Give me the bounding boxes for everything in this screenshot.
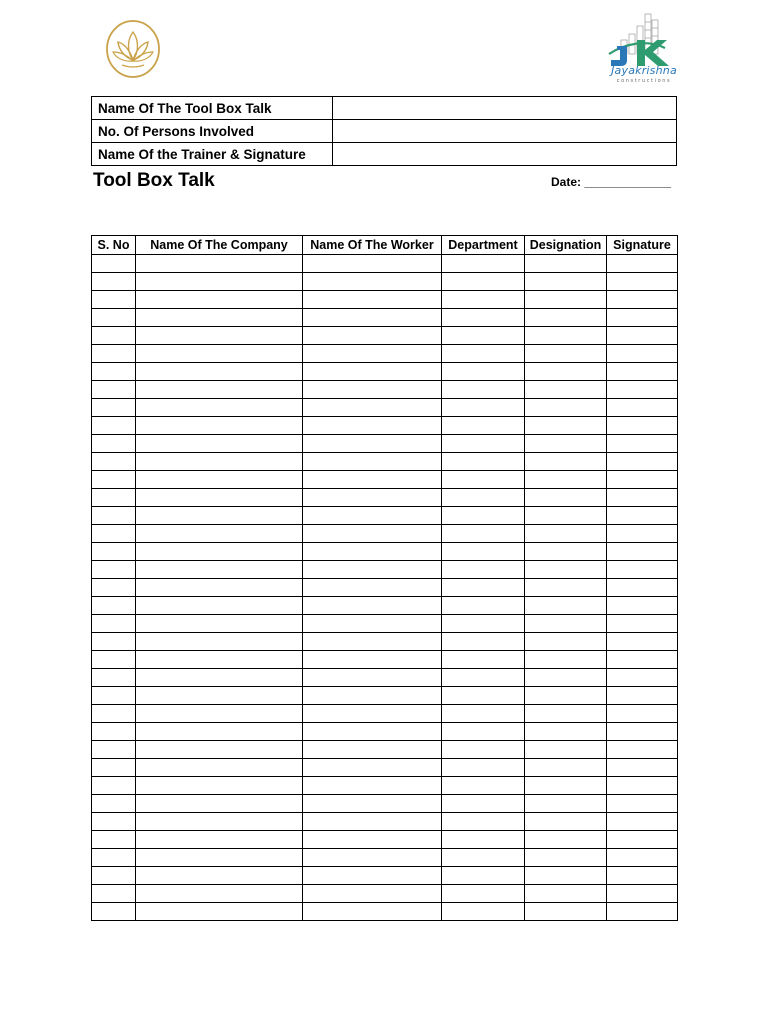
cell-designation[interactable] [525,615,607,633]
cell-designation[interactable] [525,255,607,273]
cell-sno[interactable] [92,597,136,615]
cell-worker[interactable] [303,381,442,399]
cell-worker[interactable] [303,741,442,759]
cell-designation[interactable] [525,327,607,345]
cell-sno[interactable] [92,759,136,777]
table-row [92,849,678,867]
cell-sno[interactable] [92,273,136,291]
table-row [92,723,678,741]
cell-department[interactable] [442,723,525,741]
cell-designation[interactable] [525,345,607,363]
info-value-persons[interactable] [333,120,677,143]
table-row [92,363,678,381]
cell-worker[interactable] [303,363,442,381]
cell-worker[interactable] [303,867,442,885]
brand-name: Jayakrishna [611,64,677,77]
cell-signature[interactable] [607,831,678,849]
cell-worker[interactable] [303,705,442,723]
cell-company[interactable] [136,867,303,885]
cell-worker[interactable] [303,597,442,615]
table-row [92,309,678,327]
cell-worker[interactable] [303,399,442,417]
cell-signature[interactable] [607,615,678,633]
cell-department[interactable] [442,453,525,471]
page-title: Tool Box Talk [93,170,215,191]
cell-company[interactable] [136,723,303,741]
info-value-trainer[interactable] [333,143,677,166]
cell-department[interactable] [442,885,525,903]
cell-sno[interactable] [92,705,136,723]
cell-company[interactable] [136,705,303,723]
cell-designation[interactable] [525,435,607,453]
cell-department[interactable] [442,273,525,291]
cell-sno[interactable] [92,417,136,435]
attendance-table [91,235,678,921]
table-row [92,867,678,885]
cell-department[interactable] [442,795,525,813]
table-row [92,471,678,489]
cell-sno[interactable] [92,363,136,381]
cell-department[interactable] [442,813,525,831]
cell-department[interactable] [442,759,525,777]
cell-sno[interactable] [92,381,136,399]
cell-worker[interactable] [303,579,442,597]
cell-signature[interactable] [607,687,678,705]
cell-signature[interactable] [607,813,678,831]
column-header-designation: Designation [525,236,607,255]
cell-designation[interactable] [525,669,607,687]
lotus-logo [104,18,162,80]
cell-designation[interactable] [525,381,607,399]
cell-worker[interactable] [303,507,442,525]
cell-designation[interactable] [525,831,607,849]
table-row [92,327,678,345]
table-row [92,903,678,921]
cell-designation[interactable] [525,885,607,903]
cell-signature[interactable] [607,777,678,795]
table-row [92,705,678,723]
cell-designation[interactable] [525,741,607,759]
cell-worker[interactable] [303,651,442,669]
cell-signature[interactable] [607,597,678,615]
cell-worker[interactable] [303,273,442,291]
table-row [92,255,678,273]
cell-company[interactable] [136,525,303,543]
table-row [92,273,678,291]
cell-department[interactable] [442,471,525,489]
table-row [92,543,678,561]
cell-department[interactable] [442,345,525,363]
cell-department[interactable] [442,327,525,345]
cell-department[interactable] [442,255,525,273]
cell-company[interactable] [136,561,303,579]
cell-worker[interactable] [303,471,442,489]
cell-sno[interactable] [92,435,136,453]
cell-sno[interactable] [92,669,136,687]
cell-signature[interactable] [607,633,678,651]
cell-sno[interactable] [92,813,136,831]
table-row [92,795,678,813]
cell-signature[interactable] [607,849,678,867]
cell-signature[interactable] [607,579,678,597]
cell-company[interactable] [136,597,303,615]
table-row [92,777,678,795]
cell-designation[interactable] [525,561,607,579]
cell-signature[interactable] [607,723,678,741]
table-row [92,453,678,471]
cell-signature[interactable] [607,363,678,381]
cell-signature[interactable] [607,399,678,417]
info-label-trainer: Name Of the Trainer & Signature [92,143,333,166]
cell-signature[interactable] [607,669,678,687]
cell-department[interactable] [442,777,525,795]
cell-department[interactable] [442,615,525,633]
cell-worker[interactable] [303,759,442,777]
table-row [92,345,678,363]
cell-worker[interactable] [303,795,442,813]
cell-company[interactable] [136,795,303,813]
cell-designation[interactable] [525,633,607,651]
cell-signature[interactable] [607,759,678,777]
cell-signature[interactable] [607,525,678,543]
cell-signature[interactable] [607,435,678,453]
table-row [92,687,678,705]
cell-worker[interactable] [303,453,442,471]
table-row [92,633,678,651]
cell-sno[interactable] [92,561,136,579]
cell-worker[interactable] [303,669,442,687]
cell-company[interactable] [136,651,303,669]
cell-department[interactable] [442,417,525,435]
cell-designation[interactable] [525,525,607,543]
table-row [92,759,678,777]
brand-subtitle: constructions [616,78,672,84]
cell-designation[interactable] [525,597,607,615]
info-row-trainer [92,143,677,166]
cell-worker[interactable] [303,255,442,273]
info-row-talk-name [92,97,677,120]
cell-designation[interactable] [525,417,607,435]
cell-department[interactable] [442,381,525,399]
cell-worker[interactable] [303,561,442,579]
cell-company[interactable] [136,381,303,399]
cell-sno[interactable] [92,399,136,417]
cell-company[interactable] [136,813,303,831]
cell-sno[interactable] [92,687,136,705]
cell-sno[interactable] [92,579,136,597]
cell-company[interactable] [136,489,303,507]
cell-sno[interactable] [92,741,136,759]
cell-department[interactable] [442,525,525,543]
cell-company[interactable] [136,777,303,795]
cell-worker[interactable] [303,633,442,651]
cell-department[interactable] [442,651,525,669]
table-row [92,651,678,669]
lotus-logo-ring [107,21,159,77]
cell-signature[interactable] [607,507,678,525]
info-label-persons: No. Of Persons Involved [92,120,333,143]
cell-company[interactable] [136,579,303,597]
table-row [92,741,678,759]
cell-signature[interactable] [607,291,678,309]
table-row [92,399,678,417]
cell-worker[interactable] [303,687,442,705]
cell-signature[interactable] [607,867,678,885]
cell-designation[interactable] [525,777,607,795]
cell-designation[interactable] [525,471,607,489]
cell-company[interactable] [136,687,303,705]
cell-sno[interactable] [92,291,136,309]
cell-department[interactable] [442,489,525,507]
cell-sno[interactable] [92,345,136,363]
cell-company[interactable] [136,345,303,363]
cell-department[interactable] [442,291,525,309]
cell-designation[interactable] [525,453,607,471]
cell-designation[interactable] [525,651,607,669]
cell-department[interactable] [442,633,525,651]
cell-worker[interactable] [303,435,442,453]
cell-designation[interactable] [525,579,607,597]
cell-sno[interactable] [92,885,136,903]
cell-department[interactable] [442,435,525,453]
table-row [92,381,678,399]
cell-signature[interactable] [607,741,678,759]
cell-department[interactable] [442,741,525,759]
cell-designation[interactable] [525,849,607,867]
column-header-company: Name Of The Company [136,236,303,255]
cell-signature[interactable] [607,489,678,507]
attendance-body [92,255,678,921]
cell-signature[interactable] [607,543,678,561]
cell-designation[interactable] [525,489,607,507]
table-row [92,579,678,597]
cell-company[interactable] [136,471,303,489]
column-header-signature: Signature [607,236,678,255]
cell-sno[interactable] [92,507,136,525]
cell-department[interactable] [442,561,525,579]
cell-signature[interactable] [607,561,678,579]
table-row [92,831,678,849]
cell-department[interactable] [442,507,525,525]
cell-company[interactable] [136,831,303,849]
cell-designation[interactable] [525,903,607,921]
cell-worker[interactable] [303,489,442,507]
cell-sno[interactable] [92,723,136,741]
cell-worker[interactable] [303,525,442,543]
table-row [92,435,678,453]
cell-sno[interactable] [92,633,136,651]
cell-signature[interactable] [607,903,678,921]
cell-designation[interactable] [525,705,607,723]
column-header-department: Department [442,236,525,255]
cell-company[interactable] [136,759,303,777]
letter-j-mark [611,46,627,66]
cell-signature[interactable] [607,309,678,327]
cell-department[interactable] [442,705,525,723]
cell-worker[interactable] [303,885,442,903]
tool-box-info-table [91,96,677,166]
attendance-header-row [92,236,678,255]
cell-signature[interactable] [607,255,678,273]
cell-worker[interactable] [303,417,442,435]
cell-signature[interactable] [607,453,678,471]
cell-sno[interactable] [92,543,136,561]
cell-worker[interactable] [303,309,442,327]
cell-company[interactable] [136,885,303,903]
table-row [92,417,678,435]
cell-worker[interactable] [303,543,442,561]
column-header-sno: S. No [92,236,136,255]
cell-designation[interactable] [525,867,607,885]
cell-department[interactable] [442,669,525,687]
cell-designation[interactable] [525,795,607,813]
cell-company[interactable] [136,435,303,453]
cell-company[interactable] [136,507,303,525]
cell-worker[interactable] [303,615,442,633]
cell-department[interactable] [442,579,525,597]
lotus-center-petal [129,32,138,60]
cell-designation[interactable] [525,309,607,327]
cell-department[interactable] [442,849,525,867]
cell-signature[interactable] [607,795,678,813]
cell-company[interactable] [136,255,303,273]
table-row [92,615,678,633]
cell-company[interactable] [136,363,303,381]
cell-company[interactable] [136,741,303,759]
cell-designation[interactable] [525,291,607,309]
cell-company[interactable] [136,273,303,291]
cell-company[interactable] [136,309,303,327]
table-row [92,507,678,525]
cell-department[interactable] [442,687,525,705]
info-row-persons [92,120,677,143]
cell-worker[interactable] [303,723,442,741]
cell-designation[interactable] [525,399,607,417]
cell-sno[interactable] [92,849,136,867]
cell-signature[interactable] [607,381,678,399]
cell-sno[interactable] [92,831,136,849]
table-row [92,291,678,309]
date-field[interactable]: Date: _____________ [551,175,672,189]
cell-designation[interactable] [525,543,607,561]
cell-designation[interactable] [525,759,607,777]
cell-department[interactable] [442,597,525,615]
cell-worker[interactable] [303,849,442,867]
cell-company[interactable] [136,417,303,435]
cell-sno[interactable] [92,615,136,633]
cell-sno[interactable] [92,453,136,471]
lotus-base [122,65,144,67]
cell-designation[interactable] [525,687,607,705]
cell-sno[interactable] [92,903,136,921]
cell-company[interactable] [136,669,303,687]
cell-sno[interactable] [92,309,136,327]
cell-sno[interactable] [92,471,136,489]
cell-signature[interactable] [607,273,678,291]
cell-department[interactable] [442,363,525,381]
cell-worker[interactable] [303,903,442,921]
info-value-talk-name[interactable] [333,97,677,120]
cell-department[interactable] [442,309,525,327]
table-row [92,597,678,615]
cell-worker[interactable] [303,345,442,363]
cell-company[interactable] [136,903,303,921]
cell-sno[interactable] [92,489,136,507]
cell-department[interactable] [442,399,525,417]
cell-company[interactable] [136,849,303,867]
cell-worker[interactable] [303,831,442,849]
cell-company[interactable] [136,453,303,471]
cell-signature[interactable] [607,327,678,345]
cell-sno[interactable] [92,327,136,345]
cell-department[interactable] [442,543,525,561]
cell-sno[interactable] [92,651,136,669]
cell-department[interactable] [442,831,525,849]
cell-worker[interactable] [303,291,442,309]
cell-signature[interactable] [607,705,678,723]
cell-sno[interactable] [92,525,136,543]
cell-designation[interactable] [525,507,607,525]
cell-department[interactable] [442,903,525,921]
table-row [92,489,678,507]
cell-designation[interactable] [525,273,607,291]
cell-designation[interactable] [525,813,607,831]
cell-company[interactable] [136,543,303,561]
cell-department[interactable] [442,867,525,885]
cell-worker[interactable] [303,777,442,795]
cell-designation[interactable] [525,723,607,741]
cell-signature[interactable] [607,651,678,669]
cell-sno[interactable] [92,777,136,795]
table-row [92,561,678,579]
cell-signature[interactable] [607,471,678,489]
cell-company[interactable] [136,633,303,651]
cell-company[interactable] [136,615,303,633]
cell-signature[interactable] [607,345,678,363]
cell-company[interactable] [136,327,303,345]
letter-k-mark [637,40,669,66]
cell-worker[interactable] [303,327,442,345]
cell-company[interactable] [136,291,303,309]
cell-signature[interactable] [607,417,678,435]
cell-company[interactable] [136,399,303,417]
table-row [92,525,678,543]
table-row [92,669,678,687]
cell-sno[interactable] [92,795,136,813]
info-label-talk-name: Name Of The Tool Box Talk [92,97,333,120]
cell-sno[interactable] [92,255,136,273]
table-row [92,885,678,903]
column-header-worker: Name Of The Worker [303,236,442,255]
cell-sno[interactable] [92,867,136,885]
table-row [92,813,678,831]
cell-designation[interactable] [525,363,607,381]
cell-signature[interactable] [607,885,678,903]
cell-worker[interactable] [303,813,442,831]
